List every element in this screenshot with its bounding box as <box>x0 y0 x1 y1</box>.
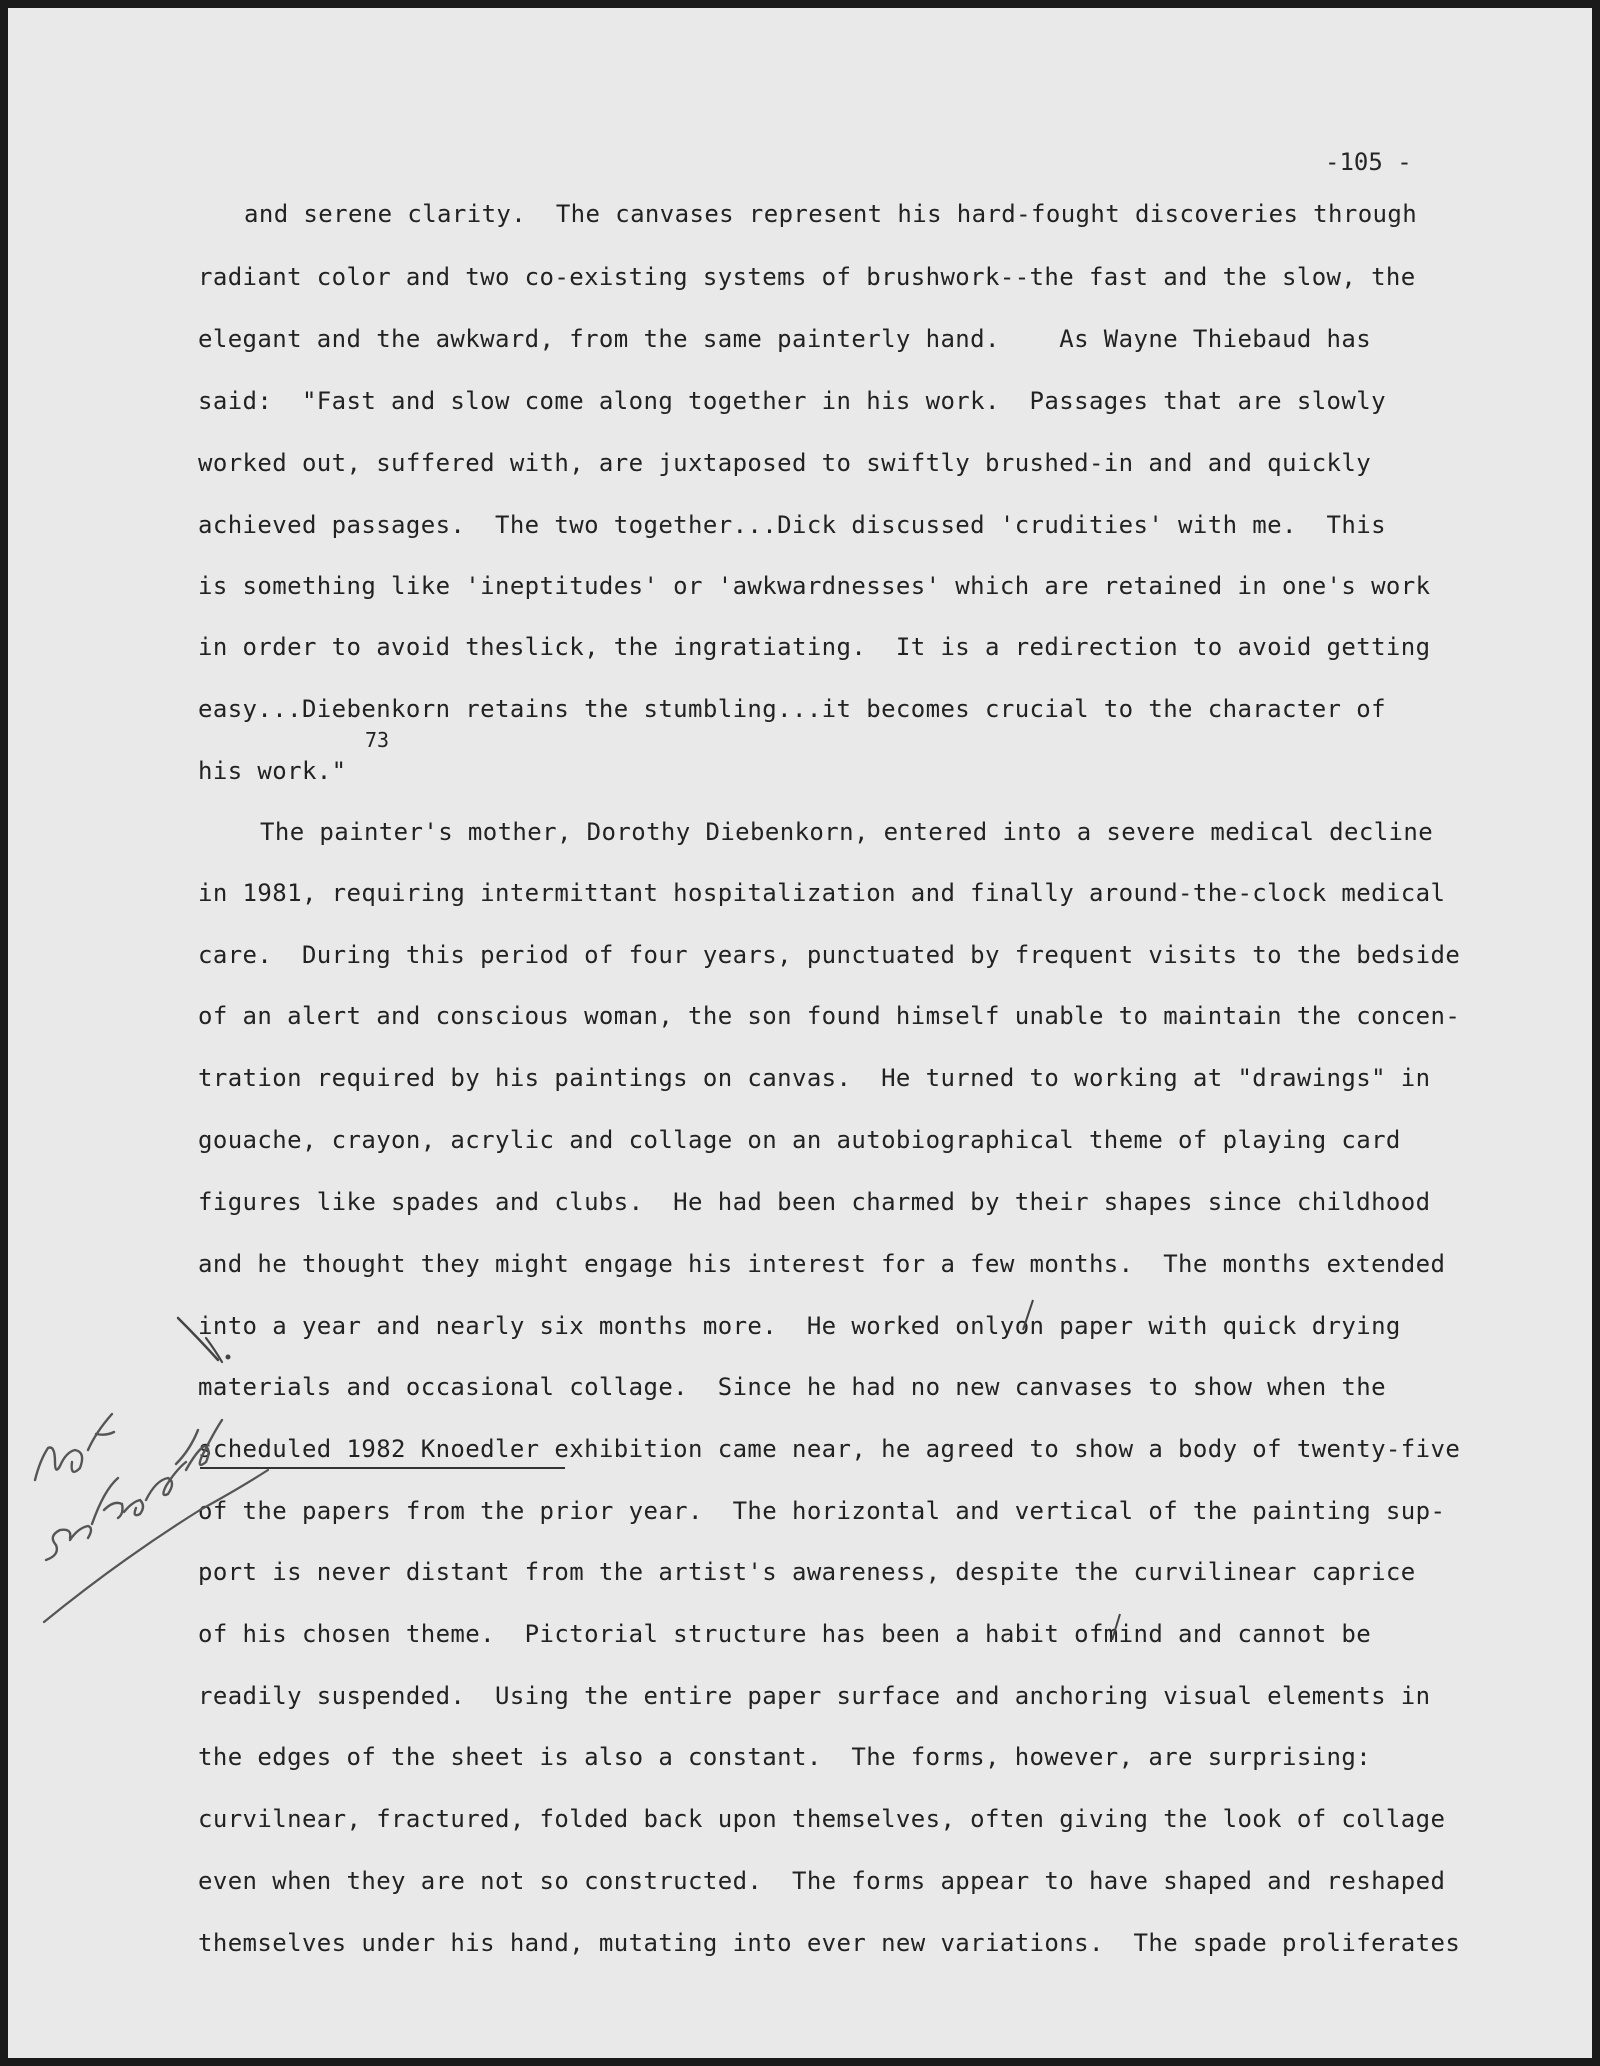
text-line: tration required by his paintings on canvas. He turned to working at "drawings" in <box>198 1064 1431 1092</box>
page-number: -105 - <box>1325 148 1412 176</box>
text-line: elegant and the awkward, from the same painterly hand. As Wayne Thiebaud has <box>198 325 1372 353</box>
text-line: is something like 'ineptitudes' or 'awkwardnesses' which are retained in one's work <box>198 572 1431 600</box>
text-line: into a year and nearly six months more. He worked onlyon paper with quick drying <box>198 1312 1401 1340</box>
text-line: the edges of the sheet is also a constant. The forms, however, are surprising: <box>198 1743 1372 1771</box>
text-line: port is never distant from the artist's awareness, despite the curvilinear caprice <box>198 1558 1416 1586</box>
text-line: his work." <box>198 757 347 785</box>
text-line: of an alert and conscious woman, the son found himself unable to maintain the concen- <box>198 1002 1461 1030</box>
text-line: and he thought they might engage his interest for a few months. The months extended <box>198 1250 1446 1278</box>
text-line: even when they are not so constructed. The forms appear to have shaped and reshaped <box>198 1867 1446 1895</box>
text-line: easy...Diebenkorn retains the stumbling...it becomes crucial to the character of <box>198 695 1386 723</box>
text-line: achieved passages. The two together...Dick discussed 'crudities' with me. This <box>198 511 1386 539</box>
text-line: scheduled 1982 Knoedler exhibition came near, he agreed to show a body of twenty-five <box>198 1435 1461 1463</box>
text-line: in 1981, requiring intermittant hospitalization and finally around-the-clock medical <box>198 879 1446 907</box>
text-line: The painter's mother, Dorothy Diebenkorn, entered into a severe medical decline <box>260 818 1434 846</box>
text-line: readily suspended. Using the entire paper surface and anchoring visual elements in <box>198 1682 1431 1710</box>
text-line: gouache, crayon, acrylic and collage on an autobiographical theme of playing card <box>198 1126 1401 1154</box>
text-line: and serene clarity. The canvases represent his hard-fought discoveries through <box>244 200 1418 228</box>
text-line: worked out, suffered with, are juxtaposed to swiftly brushed-in and and quickly <box>198 449 1372 477</box>
footnote-reference: 73 <box>365 728 390 752</box>
text-line: curvilnear, fractured, folded back upon themselves, often giving the look of collage <box>198 1805 1446 1833</box>
text-line: figures like spades and clubs. He had been charmed by their shapes since childhood <box>198 1188 1431 1216</box>
text-line: said: "Fast and slow come along together in his work. Passages that are slowly <box>198 387 1386 415</box>
text-line: radiant color and two co-existing systems of brushwork--the fast and the slow, the <box>198 263 1416 291</box>
text-line: in order to avoid theslick, the ingratiating. It is a redirection to avoid getting <box>198 633 1431 661</box>
text-line: themselves under his hand, mutating into ever new variations. The spade proliferates <box>198 1929 1461 1957</box>
text-line: of the papers from the prior year. The horizontal and vertical of the painting sup- <box>198 1497 1446 1525</box>
text-line: care. During this period of four years, punctuated by frequent visits to the bedside <box>198 941 1461 969</box>
text-line: of his chosen theme. Pictorial structure has been a habit ofmind and cannot be <box>198 1620 1372 1648</box>
text-line: materials and occasional collage. Since he had no new canvases to show when the <box>198 1373 1386 1401</box>
